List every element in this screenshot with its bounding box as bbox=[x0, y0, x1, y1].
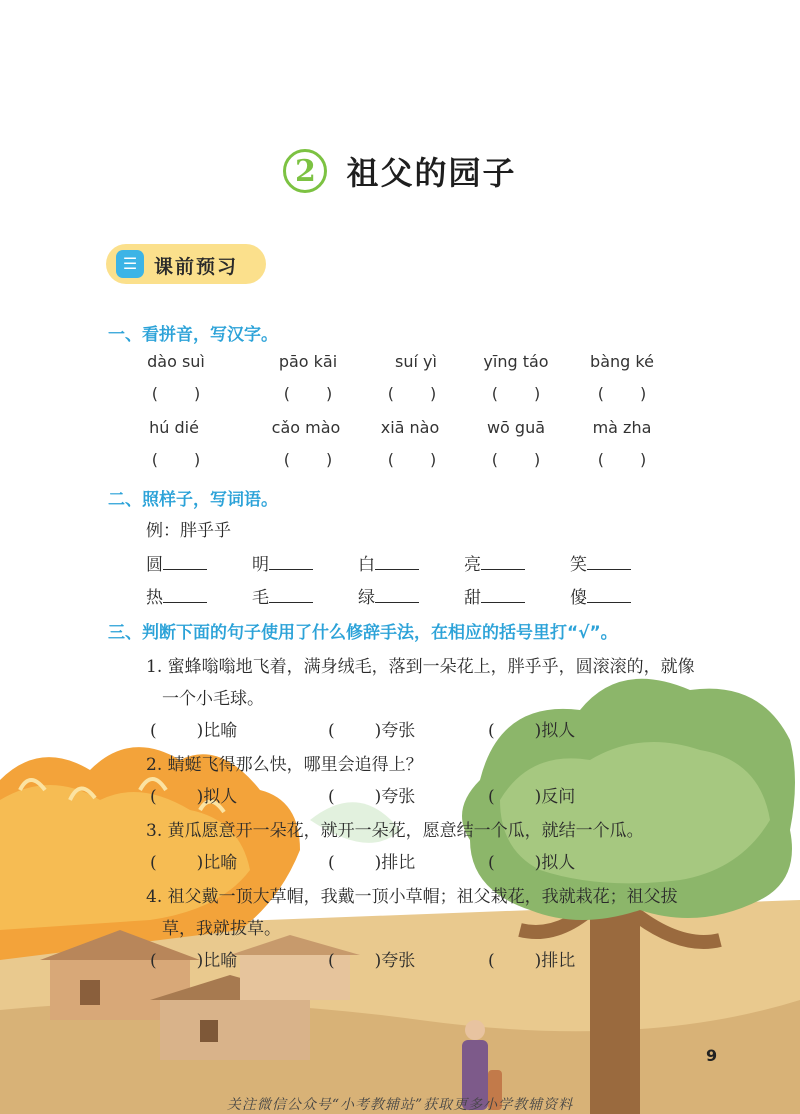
q3-option[interactable]: ( )排比 bbox=[328, 853, 416, 873]
q3-sentence: 一个小毛球。 bbox=[162, 689, 264, 709]
q3-option[interactable]: ( )比喻 bbox=[150, 951, 238, 971]
q3-option[interactable]: ( )拟人 bbox=[150, 787, 238, 807]
word-blank[interactable]: 毛 bbox=[252, 583, 313, 608]
q3-sentence: 3. 黄瓜愿意开一朵花，就开一朵花，愿意结一个瓜，就结一个瓜。 bbox=[146, 821, 644, 841]
pinyin-cell: pāo kāi bbox=[278, 352, 338, 371]
answer-bracket[interactable]: ( ) bbox=[283, 450, 333, 469]
page-number: 9 bbox=[706, 1046, 718, 1065]
pinyin-cell: mà zha bbox=[592, 418, 652, 437]
lesson-title-block bbox=[0, 148, 800, 194]
q2-example: 例：胖乎乎 bbox=[146, 521, 231, 541]
q3-option[interactable]: ( )拟人 bbox=[488, 721, 576, 741]
q3-sentence: 草，我就拔草。 bbox=[162, 919, 281, 939]
pinyin-cell: yīng táo bbox=[483, 352, 549, 371]
word-blank[interactable]: 热 bbox=[146, 583, 207, 608]
answer-bracket[interactable]: ( ) bbox=[151, 384, 201, 403]
word-blank[interactable]: 明 bbox=[252, 550, 313, 575]
section-badge bbox=[106, 244, 266, 284]
q3-option[interactable]: ( )夸张 bbox=[328, 721, 416, 741]
answer-bracket[interactable]: ( ) bbox=[151, 450, 201, 469]
pinyin-cell: bàng ké bbox=[590, 352, 654, 371]
q3-option[interactable]: ( )反问 bbox=[488, 787, 576, 807]
q3-option[interactable]: ( )拟人 bbox=[488, 853, 576, 873]
word-blank[interactable]: 笑 bbox=[570, 550, 631, 575]
q3-sentence: 2. 蜻蜓飞得那么快，哪里会追得上？ bbox=[146, 755, 423, 775]
pinyin-cell: xiā nào bbox=[380, 418, 440, 437]
word-blank[interactable]: 甜 bbox=[464, 583, 525, 608]
q3-option[interactable]: ( )排比 bbox=[488, 951, 576, 971]
q3-option[interactable]: ( )夸张 bbox=[328, 951, 416, 971]
word-blank[interactable]: 绿 bbox=[358, 583, 419, 608]
word-blank[interactable]: 亮 bbox=[464, 550, 525, 575]
footer-note: 关注微信公众号“小考教辅站”获取更多小学教辅资料 bbox=[226, 1097, 574, 1113]
lesson-title: 祖父的园子 bbox=[346, 154, 517, 192]
word-blank[interactable]: 圆 bbox=[146, 550, 207, 575]
q3-sentence: 4. 祖父戴一顶大草帽，我戴一顶小草帽；祖父栽花，我就栽花；祖父拔 bbox=[146, 887, 678, 907]
pinyin-cell: wō guā bbox=[486, 418, 546, 437]
book-icon: ☰ bbox=[116, 250, 144, 278]
answer-bracket[interactable]: ( ) bbox=[283, 384, 333, 403]
answer-bracket[interactable]: ( ) bbox=[491, 450, 541, 469]
answer-bracket[interactable]: ( ) bbox=[387, 450, 437, 469]
section-label: 课前预习 bbox=[154, 256, 239, 278]
q2-heading: 二、照样子，写词语。 bbox=[108, 490, 278, 510]
word-blank[interactable]: 傻 bbox=[570, 583, 631, 608]
answer-bracket[interactable]: ( ) bbox=[491, 384, 541, 403]
answer-bracket[interactable]: ( ) bbox=[597, 384, 647, 403]
lesson-number: 2 bbox=[283, 149, 327, 193]
pinyin-cell: dào suì bbox=[147, 352, 205, 371]
pinyin-cell: suí yì bbox=[395, 352, 437, 371]
answer-bracket[interactable]: ( ) bbox=[597, 450, 647, 469]
q3-heading: 三、判断下面的句子使用了什么修辞手法，在相应的括号里打“√”。 bbox=[108, 623, 618, 643]
q3-sentence: 1. 蜜蜂嗡嗡地飞着，满身绒毛，落到一朵花上，胖乎乎，圆滚滚的，就像 bbox=[146, 657, 695, 677]
q3-option[interactable]: ( )比喻 bbox=[150, 853, 238, 873]
pinyin-cell: cǎo mào bbox=[271, 418, 341, 437]
q3-option[interactable]: ( )比喻 bbox=[150, 721, 238, 741]
pinyin-cell: hú dié bbox=[149, 418, 199, 437]
answer-bracket[interactable]: ( ) bbox=[387, 384, 437, 403]
q1-heading: 一、看拼音，写汉字。 bbox=[108, 325, 278, 345]
q3-option[interactable]: ( )夸张 bbox=[328, 787, 416, 807]
word-blank[interactable]: 白 bbox=[358, 550, 419, 575]
